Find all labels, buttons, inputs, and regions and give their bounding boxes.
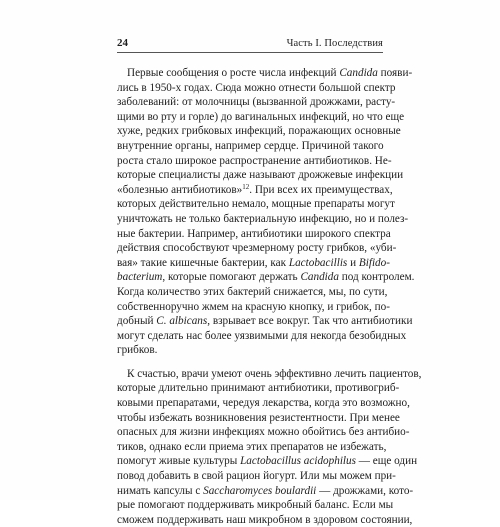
- text-line: сможем поддерживать наш микробном в здоровом состоянии,: [117, 513, 413, 526]
- running-head: [117, 37, 383, 49]
- text-line: заболеваний: от молочницы (вызванной дрожжами, расту-: [117, 96, 396, 109]
- text-line: собственноручно жмем на красную кнопку, и грибок, по-: [117, 300, 390, 313]
- text-line: Первые сообщения о росте числа инфекций Candida появи-: [127, 67, 413, 79]
- text-line: bacterium, которые помогают держать Candida под контролем.: [117, 271, 415, 284]
- text-line: К счастью, врачи умеют очень эффективно лечить пациентов,: [127, 367, 422, 380]
- text-line: добный C. albicans, взрывает все вокруг. Так что антибиотики: [117, 315, 413, 328]
- text-line: вая» такие кишечные бактерии, как Lactobacillis и Bifido-: [117, 256, 390, 269]
- text-line: могут сделать нас более уязвимыми для некогда безобидных: [117, 329, 407, 342]
- paragraph-gap: [117, 358, 383, 367]
- text-line: уничтожать не только бактериальную инфекцию, но и полез-: [117, 212, 409, 225]
- text-line: щими во рту и горле) до вагинальных инфекций, но что еще: [117, 110, 405, 123]
- text-line: которые специалисты даже называют дрожжевые инфекции: [117, 169, 404, 182]
- text-line: тиков, однако если приема этих препаратов не избежать,: [117, 440, 387, 453]
- header-rule: [117, 52, 383, 53]
- text-line: Когда количество этих бактерий снижается, мы, по сути,: [117, 285, 388, 298]
- paragraph-1: [117, 66, 415, 358]
- text-line: действия способствуют чрезмерному росту грибков, «уби-: [117, 242, 397, 255]
- text-line: которые длительно принимают антибиотики, противогриб-: [117, 382, 400, 395]
- text-line: которых действительно немало, мощные препараты могут: [117, 198, 395, 211]
- paragraph-2: [117, 367, 422, 527]
- text-line: ные бактерии. Например, антибиотики широкого спектра: [117, 227, 391, 240]
- text-line: ковыми препаратами, чередуя лекарства, когда это возможно,: [117, 397, 410, 410]
- text-line: грибков.: [117, 344, 158, 357]
- page-number: 24: [117, 37, 128, 49]
- text-line: лись в 1950-х годах. Сюда можно отнести большой спектр: [117, 81, 396, 94]
- text-line: чтобы избежать возникновения резистентности. При менее: [117, 411, 400, 424]
- body-text: [117, 66, 422, 527]
- text-line: «болезнью антибиотиков»$^{12}$. При всех их преимуществах,: [117, 182, 393, 196]
- text-line: опасных для жизни инфекциях можно обойтись без антибио-: [117, 426, 410, 439]
- text-line: рые помогают поддерживать микробный баланс. Если мы: [117, 499, 394, 512]
- text-line: нимать капсулы с Saccharomyces boulardii — дрожжами, кото-: [117, 484, 414, 497]
- running-title: Часть I. Последствия: [286, 38, 383, 49]
- text-line: повод добавить в свой рацион йогурт. Или мы можем при-: [117, 470, 396, 483]
- text-line: помогут живые культуры Lactobacillus acidophilus — еще один: [117, 455, 418, 468]
- text-line: роста стало широкое распространение антибиотиков. Не-: [117, 154, 392, 167]
- text-line: хуже, редких грибковых инфекций, поражающих основные: [117, 125, 401, 138]
- text-line: внутренние органы, например сердце. Причиной такого: [117, 139, 384, 152]
